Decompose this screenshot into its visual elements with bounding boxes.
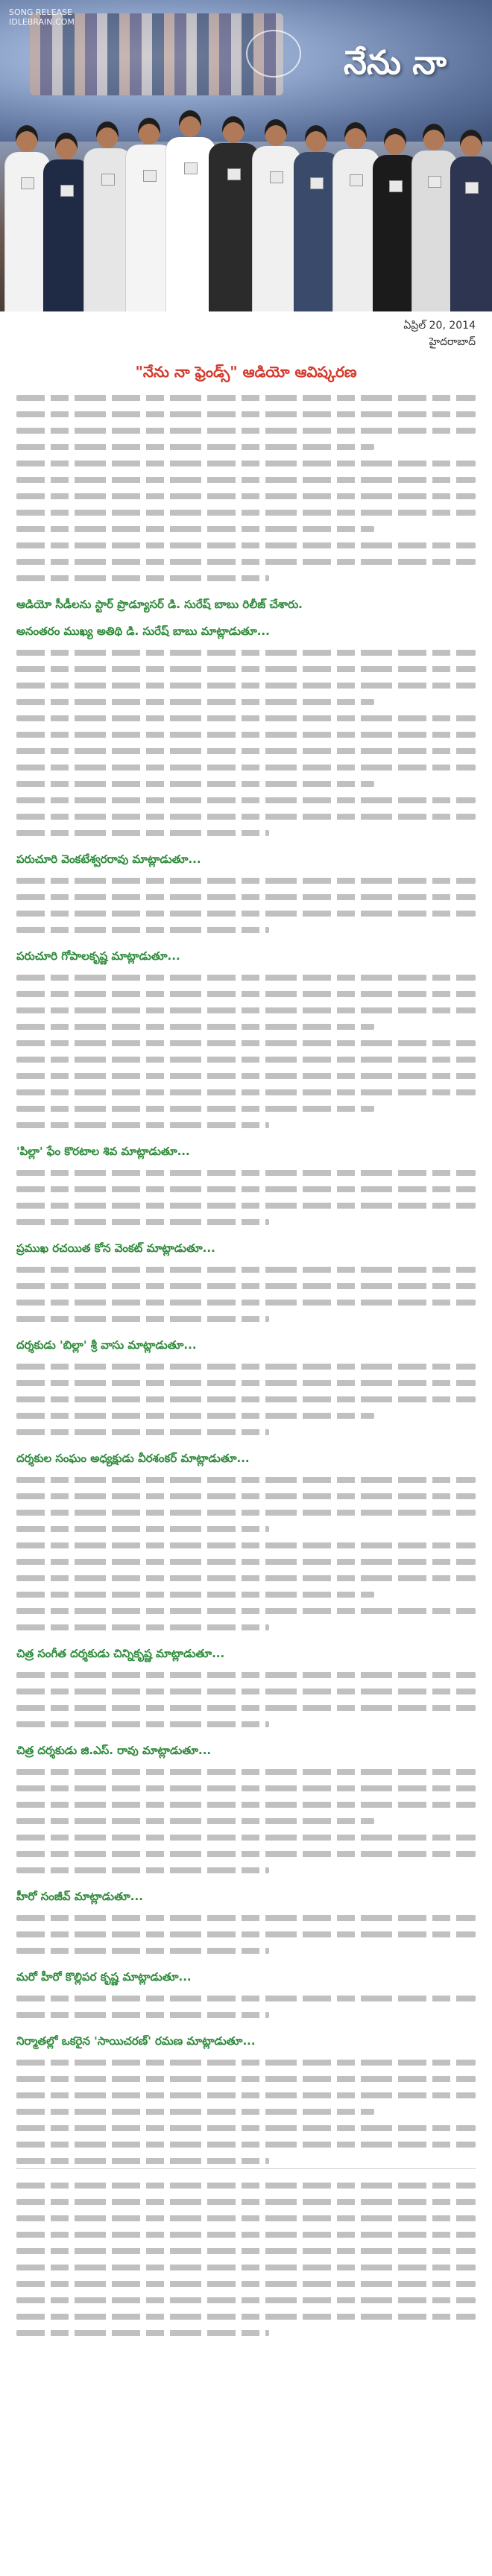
guest-head bbox=[460, 130, 482, 156]
paragraph-line bbox=[16, 553, 476, 569]
credits-line bbox=[16, 2275, 476, 2291]
section-heading: మరో హీరో కొల్లిపర కృష్ణ మాట్లాడుతూ... bbox=[16, 1970, 192, 1984]
guest-body bbox=[450, 156, 492, 311]
paragraph-line bbox=[16, 1909, 476, 1925]
section-paragraph bbox=[16, 969, 476, 1133]
event-photo bbox=[0, 0, 492, 311]
paragraph-line bbox=[16, 1116, 476, 1133]
paragraph-line bbox=[16, 1423, 476, 1440]
audio-cd-icon bbox=[101, 174, 115, 186]
guest-figure bbox=[165, 110, 215, 311]
paragraph-line bbox=[16, 709, 476, 726]
guest-figure bbox=[332, 122, 379, 311]
paragraph-line bbox=[16, 2070, 476, 2086]
guests-group bbox=[0, 82, 492, 311]
paragraph-line bbox=[16, 2136, 476, 2152]
backdrop-logo-icon bbox=[246, 30, 301, 77]
paragraph-line bbox=[16, 808, 476, 824]
credits-line bbox=[16, 2308, 476, 2324]
guest-head bbox=[423, 124, 445, 151]
section-heading: ఆడియో సీడీలను స్టార్ ప్రొడ్యూసర్ డి. సురేష్ బాబు రిలీజ్ చేశారు. bbox=[16, 598, 303, 611]
guest-head bbox=[179, 110, 201, 137]
paragraph-line bbox=[16, 969, 476, 985]
paragraph-line bbox=[16, 759, 476, 775]
paragraph-line bbox=[16, 2086, 476, 2103]
guest-figure bbox=[83, 121, 131, 311]
paragraph-line bbox=[16, 405, 476, 422]
paragraph-line bbox=[16, 569, 476, 586]
paragraph-line bbox=[16, 1569, 476, 1586]
section-paragraph bbox=[16, 1990, 476, 2022]
paragraph-line bbox=[16, 471, 476, 487]
paragraph-line bbox=[16, 1779, 476, 1796]
paragraph-line bbox=[16, 1164, 476, 1180]
watermark-line: IDLEBRAIN.COM bbox=[9, 17, 75, 27]
paragraph-line bbox=[16, 2152, 476, 2168]
audio-cd-icon bbox=[310, 177, 324, 189]
paragraph-line bbox=[16, 1990, 476, 2006]
guest-head bbox=[96, 121, 119, 148]
paragraph-line bbox=[16, 1197, 476, 1213]
paragraph-line bbox=[16, 1261, 476, 1277]
section-paragraph bbox=[16, 1537, 476, 1635]
guest-head bbox=[222, 116, 245, 143]
section-heading: దర్శకుడు 'బిల్లా' శ్రీ వాసు మాట్లాడుతూ... bbox=[16, 1338, 197, 1352]
paragraph-line bbox=[16, 921, 476, 937]
section-heading: చిత్ర దర్శకుడు జి.ఎస్. రావు మాట్లాడుతూ... bbox=[16, 1744, 212, 1757]
paragraph-line bbox=[16, 1374, 476, 1390]
guest-figure bbox=[252, 119, 300, 311]
credits-line bbox=[16, 2291, 476, 2308]
paragraph-line bbox=[16, 1213, 476, 1230]
paragraph-line bbox=[16, 1925, 476, 1942]
backdrop-poster-title: నేను నా bbox=[343, 44, 447, 82]
paragraph-line bbox=[16, 1715, 476, 1732]
section-heading: దర్శకుల సంఘం అధ్యక్షుడు వీరశంకర్ మాట్లాడుతూ... bbox=[16, 1452, 250, 1465]
audio-cd-icon bbox=[21, 177, 34, 189]
paragraph-line bbox=[16, 1618, 476, 1635]
article-meta bbox=[0, 311, 492, 350]
section-heading: అనంతరం ముఖ్య అతిథి డి. సురేష్ బాబు మాట్లాడుతూ... bbox=[16, 624, 270, 638]
paragraph-line bbox=[16, 1471, 476, 1487]
paragraph-line bbox=[16, 1845, 476, 1861]
credits-line bbox=[16, 2226, 476, 2242]
paragraph-line bbox=[16, 1520, 476, 1537]
audio-cd-icon bbox=[60, 185, 74, 197]
paragraph-line bbox=[16, 438, 476, 455]
paragraph-line bbox=[16, 1018, 476, 1034]
paragraph-line bbox=[16, 1067, 476, 1083]
audio-cd-icon bbox=[465, 182, 479, 194]
guest-figure bbox=[4, 125, 49, 311]
guest-head bbox=[305, 125, 327, 152]
section-paragraph bbox=[16, 872, 476, 937]
audio-cd-icon bbox=[143, 170, 157, 182]
credits-line bbox=[16, 2324, 476, 2341]
guest-figure bbox=[43, 133, 89, 311]
paragraph-line bbox=[16, 1763, 476, 1779]
paragraph-line bbox=[16, 2119, 476, 2136]
audio-cd-icon bbox=[389, 180, 403, 192]
section-paragraph bbox=[16, 644, 476, 841]
paragraph-line bbox=[16, 1796, 476, 1812]
section-paragraph bbox=[16, 1261, 476, 1326]
paragraph-line bbox=[16, 1829, 476, 1845]
credits-line bbox=[16, 2259, 476, 2275]
paragraph-line bbox=[16, 872, 476, 888]
paragraph-line bbox=[16, 1812, 476, 1829]
paragraph-line bbox=[16, 888, 476, 905]
paragraph-line bbox=[16, 824, 476, 841]
paragraph-line bbox=[16, 1504, 476, 1520]
audio-cd-icon bbox=[184, 162, 198, 174]
paragraph-line bbox=[16, 1666, 476, 1683]
section-paragraph bbox=[16, 1358, 476, 1440]
paragraph-line bbox=[16, 660, 476, 677]
paragraph-line bbox=[16, 1487, 476, 1504]
article-headline: "నేను నా ఫ్రెండ్స్" ఆడియో ఆవిష్కరణ bbox=[135, 363, 357, 381]
paragraph-line bbox=[16, 1586, 476, 1602]
guest-figure bbox=[294, 125, 338, 311]
paragraph-line bbox=[16, 520, 476, 537]
photo-watermark bbox=[9, 7, 75, 27]
paragraph-line bbox=[16, 1537, 476, 1553]
guest-head bbox=[16, 125, 38, 152]
guest-figure bbox=[373, 128, 417, 311]
credits-line bbox=[16, 2242, 476, 2259]
paragraph-line bbox=[16, 726, 476, 742]
paragraph-line bbox=[16, 1407, 476, 1423]
paragraph-line bbox=[16, 1277, 476, 1294]
audio-cd-icon bbox=[270, 171, 283, 183]
paragraph-line bbox=[16, 905, 476, 921]
paragraph-line bbox=[16, 1358, 476, 1374]
paragraph-line bbox=[16, 1051, 476, 1067]
section-heading: హీరో సంజీవ్ మాట్లాడుతూ... bbox=[16, 1890, 143, 1903]
paragraph-line bbox=[16, 487, 476, 504]
section-heading: నిర్మాతల్లో ఒకరైన 'సాయిచరణ్' రమణ మాట్లాడుతూ... bbox=[16, 2034, 256, 2048]
audio-cd-icon bbox=[350, 174, 363, 186]
paragraph-line bbox=[16, 677, 476, 693]
section-paragraph bbox=[16, 1763, 476, 1878]
paragraph-line bbox=[16, 742, 476, 759]
section-paragraph bbox=[16, 1164, 476, 1230]
credits-divider bbox=[16, 2168, 476, 2169]
paragraph-line bbox=[16, 2054, 476, 2070]
paragraph-line bbox=[16, 504, 476, 520]
credits-line bbox=[16, 2209, 476, 2226]
paragraph-line bbox=[16, 985, 476, 1001]
watermark-line: SONG RELEASE bbox=[9, 7, 73, 17]
paragraph-line bbox=[16, 1100, 476, 1116]
paragraph-line bbox=[16, 389, 476, 405]
section-paragraph bbox=[16, 389, 476, 586]
paragraph-line bbox=[16, 455, 476, 471]
paragraph-line bbox=[16, 1180, 476, 1197]
section-paragraph bbox=[16, 2054, 476, 2168]
paragraph-line bbox=[16, 1001, 476, 1018]
article-credits bbox=[16, 2177, 476, 2341]
section-paragraph bbox=[16, 1666, 476, 1732]
guest-head bbox=[55, 133, 78, 159]
guest-head bbox=[138, 118, 160, 145]
paragraph-line bbox=[16, 1861, 476, 1878]
guest-head bbox=[344, 122, 367, 149]
paragraph-line bbox=[16, 1942, 476, 1958]
guest-figure bbox=[209, 116, 258, 311]
paragraph-line bbox=[16, 1034, 476, 1051]
guest-head bbox=[384, 128, 406, 155]
section-paragraph bbox=[16, 1471, 476, 1537]
paragraph-line bbox=[16, 775, 476, 791]
paragraph-line bbox=[16, 1553, 476, 1569]
paragraph-line bbox=[16, 644, 476, 660]
article-body bbox=[0, 389, 492, 2168]
paragraph-line bbox=[16, 791, 476, 808]
paragraph-line bbox=[16, 537, 476, 553]
section-heading: పరుచూరి గోపాలకృష్ణ మాట్లాడుతూ... bbox=[16, 949, 180, 963]
audio-cd-icon bbox=[428, 176, 441, 188]
paragraph-line bbox=[16, 1390, 476, 1407]
guest-head bbox=[265, 119, 287, 146]
credits-line bbox=[16, 2177, 476, 2193]
paragraph-line bbox=[16, 1083, 476, 1100]
paragraph-line bbox=[16, 1683, 476, 1699]
paragraph-line bbox=[16, 1310, 476, 1326]
paragraph-line bbox=[16, 693, 476, 709]
paragraph-line bbox=[16, 1699, 476, 1715]
guest-figure bbox=[411, 124, 456, 311]
paragraph-line bbox=[16, 1602, 476, 1618]
section-paragraph bbox=[16, 1909, 476, 1958]
credits-line bbox=[16, 2193, 476, 2209]
section-heading: పరుచూరి వెంకటేశ్వరరావు మాట్లాడుతూ... bbox=[16, 852, 201, 866]
section-heading: ప్రముఖ రచయిత కోన వెంకట్ మాట్లాడుతూ... bbox=[16, 1241, 215, 1255]
article-date: ఏప్రిల్ 20, 2014 bbox=[403, 320, 476, 332]
guest-figure bbox=[450, 130, 492, 311]
paragraph-line bbox=[16, 2103, 476, 2119]
paragraph-line bbox=[16, 2006, 476, 2022]
article-city: హైదరాబాద్ bbox=[429, 336, 476, 348]
paragraph-line bbox=[16, 1294, 476, 1310]
section-heading: చిత్ర సంగీత దర్శకుడు చిన్నికృష్ణ మాట్లాడుతూ... bbox=[16, 1647, 225, 1660]
section-heading: 'పిల్లా' ఫేం కొరటాల శివ మాట్లాడుతూ... bbox=[16, 1145, 190, 1158]
audio-cd-icon bbox=[227, 168, 241, 180]
paragraph-line bbox=[16, 422, 476, 438]
